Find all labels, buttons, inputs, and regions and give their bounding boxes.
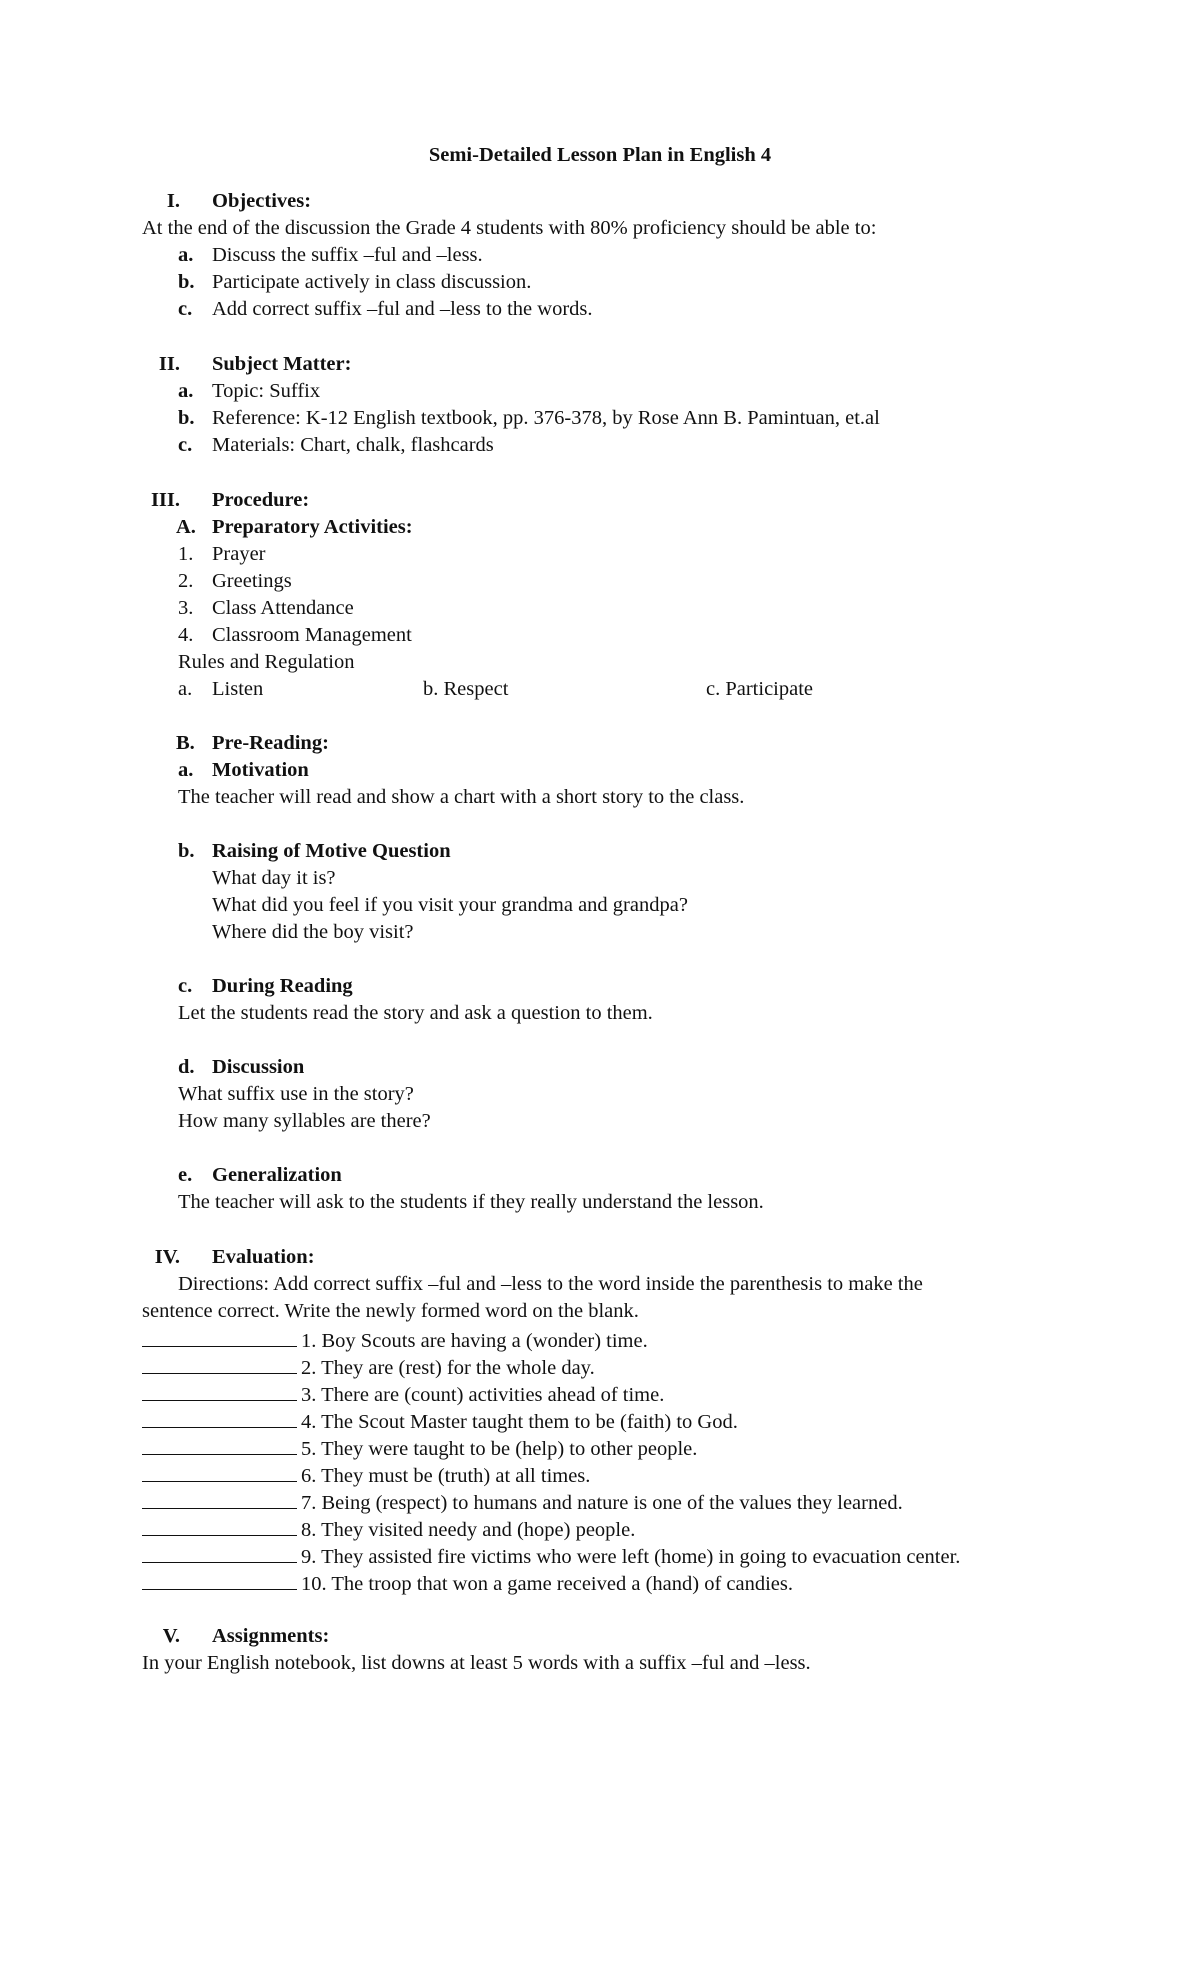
section-numeral: I. (166, 190, 180, 212)
evaluation-item-text: 3. There are (count) activities ahead of time. (301, 1384, 665, 1406)
evaluation-item-text: 8. They visited needy and (hope) people. (301, 1519, 636, 1541)
procedure-heading: Procedure: (212, 489, 310, 511)
evaluation-directions: sentence correct. Write the newly formed word on the blank. (142, 1300, 639, 1322)
list-letter: B. (176, 732, 195, 754)
page-title: Semi-Detailed Lesson Plan in English 4 (428, 144, 772, 166)
list-letter: A. (176, 516, 196, 538)
list-number: 2. (178, 570, 194, 592)
list-letter: a. (178, 759, 194, 781)
list-letter: b. (178, 840, 195, 862)
answer-blank[interactable] (142, 1571, 297, 1590)
objective-item: Participate actively in class discussion. (212, 271, 532, 293)
answer-blank[interactable] (142, 1409, 297, 1428)
assignments-text: In your English notebook, list downs at least 5 words with a suffix –ful and –less. (142, 1652, 811, 1674)
answer-blank[interactable] (142, 1517, 297, 1536)
evaluation-item-text: 9. They assisted fire victims who were left (home) in going to evacuation center. (301, 1546, 961, 1568)
subject-matter-heading: Subject Matter: (212, 353, 352, 375)
list-letter: b. (178, 271, 195, 293)
list-letter: a. (178, 678, 193, 700)
generalization-heading: Generalization (212, 1164, 342, 1186)
evaluation-item (142, 1355, 595, 1379)
objectives-intro: At the end of the discussion the Grade 4 students with 80% proficiency should be able to: (142, 217, 877, 239)
pre-reading-heading: Pre-Reading: (212, 732, 329, 754)
answer-blank[interactable] (142, 1490, 297, 1509)
list-letter: a. (178, 380, 194, 402)
evaluation-item (142, 1517, 635, 1541)
subject-item: Materials: Chart, chalk, flashcards (212, 434, 494, 456)
answer-blank[interactable] (142, 1355, 297, 1374)
answer-blank[interactable] (142, 1328, 297, 1347)
list-letter: e. (178, 1164, 193, 1186)
rule-item: b. Respect (423, 678, 509, 700)
evaluation-heading: Evaluation: (212, 1246, 315, 1268)
list-letter: b. (178, 407, 195, 429)
preparatory-heading: Preparatory Activities: (212, 516, 413, 538)
subject-item: Topic: Suffix (212, 380, 321, 402)
motivation-text: The teacher will read and show a chart with a short story to the class. (178, 786, 745, 808)
assignments-heading: Assignments: (212, 1625, 330, 1647)
list-letter: c. (178, 975, 193, 997)
rules-label: Rules and Regulation (178, 651, 355, 673)
motive-question: What did you feel if you visit your grandma and grandpa? (212, 894, 688, 916)
list-number: 1. (178, 543, 194, 565)
discussion-line: How many syllables are there? (178, 1110, 431, 1132)
evaluation-item (142, 1571, 793, 1595)
section-numeral: III. (150, 489, 180, 511)
evaluation-item (142, 1436, 697, 1460)
motive-question: What day it is? (212, 867, 336, 889)
generalization-text: The teacher will ask to the students if they really understand the lesson. (178, 1191, 764, 1213)
preparatory-item: Class Attendance (212, 597, 354, 619)
evaluation-item (142, 1490, 903, 1514)
subject-item: Reference: K-12 English textbook, pp. 376-378, by Rose Ann B. Pamintuan, et.al (212, 407, 880, 429)
during-reading-heading: During Reading (212, 975, 353, 997)
list-number: 3. (178, 597, 194, 619)
list-letter: c. (178, 298, 193, 320)
list-letter: a. (178, 244, 194, 266)
list-letter: c. (178, 434, 193, 456)
objective-item: Discuss the suffix –ful and –less. (212, 244, 483, 266)
discussion-heading: Discussion (212, 1056, 305, 1078)
motive-question: Where did the boy visit? (212, 921, 414, 943)
section-numeral: II. (158, 353, 180, 375)
motive-question-heading: Raising of Motive Question (212, 840, 451, 862)
section-numeral: V. (162, 1625, 180, 1647)
rule-item: Listen (212, 678, 264, 700)
evaluation-item-text: 6. They must be (truth) at all times. (301, 1465, 591, 1487)
discussion-line: What suffix use in the story? (178, 1083, 414, 1105)
evaluation-item-text: 4. The Scout Master taught them to be (faith) to God. (301, 1411, 738, 1433)
list-letter: d. (178, 1056, 195, 1078)
objective-item: Add correct suffix –ful and –less to the words. (212, 298, 593, 320)
answer-blank[interactable] (142, 1436, 297, 1455)
list-number: 4. (178, 624, 194, 646)
motivation-heading: Motivation (212, 759, 309, 781)
answer-blank[interactable] (142, 1382, 297, 1401)
preparatory-item: Classroom Management (212, 624, 412, 646)
answer-blank[interactable] (142, 1463, 297, 1482)
evaluation-item-text: 1. Boy Scouts are having a (wonder) time. (301, 1330, 648, 1352)
evaluation-item (142, 1328, 648, 1352)
evaluation-item-text: 5. They were taught to be (help) to other people. (301, 1438, 698, 1460)
during-reading-text: Let the students read the story and ask a question to them. (178, 1002, 653, 1024)
evaluation-item (142, 1544, 960, 1568)
objectives-heading: Objectives: (212, 190, 312, 212)
preparatory-item: Prayer (212, 543, 266, 565)
evaluation-directions: Directions: Add correct suffix –ful and –less to the word inside the parenthesis to make the (178, 1273, 923, 1295)
evaluation-item (142, 1463, 590, 1487)
evaluation-item (142, 1409, 738, 1433)
preparatory-item: Greetings (212, 570, 292, 592)
evaluation-item-text: 10. The troop that won a game received a (hand) of candies. (301, 1573, 793, 1595)
section-numeral: IV. (154, 1246, 180, 1268)
evaluation-item (142, 1382, 664, 1406)
evaluation-item-text: 7. Being (respect) to humans and nature is one of the values they learned. (301, 1492, 903, 1514)
answer-blank[interactable] (142, 1544, 297, 1563)
rule-item: c. Participate (706, 678, 814, 700)
evaluation-item-text: 2. They are (rest) for the whole day. (301, 1357, 595, 1379)
